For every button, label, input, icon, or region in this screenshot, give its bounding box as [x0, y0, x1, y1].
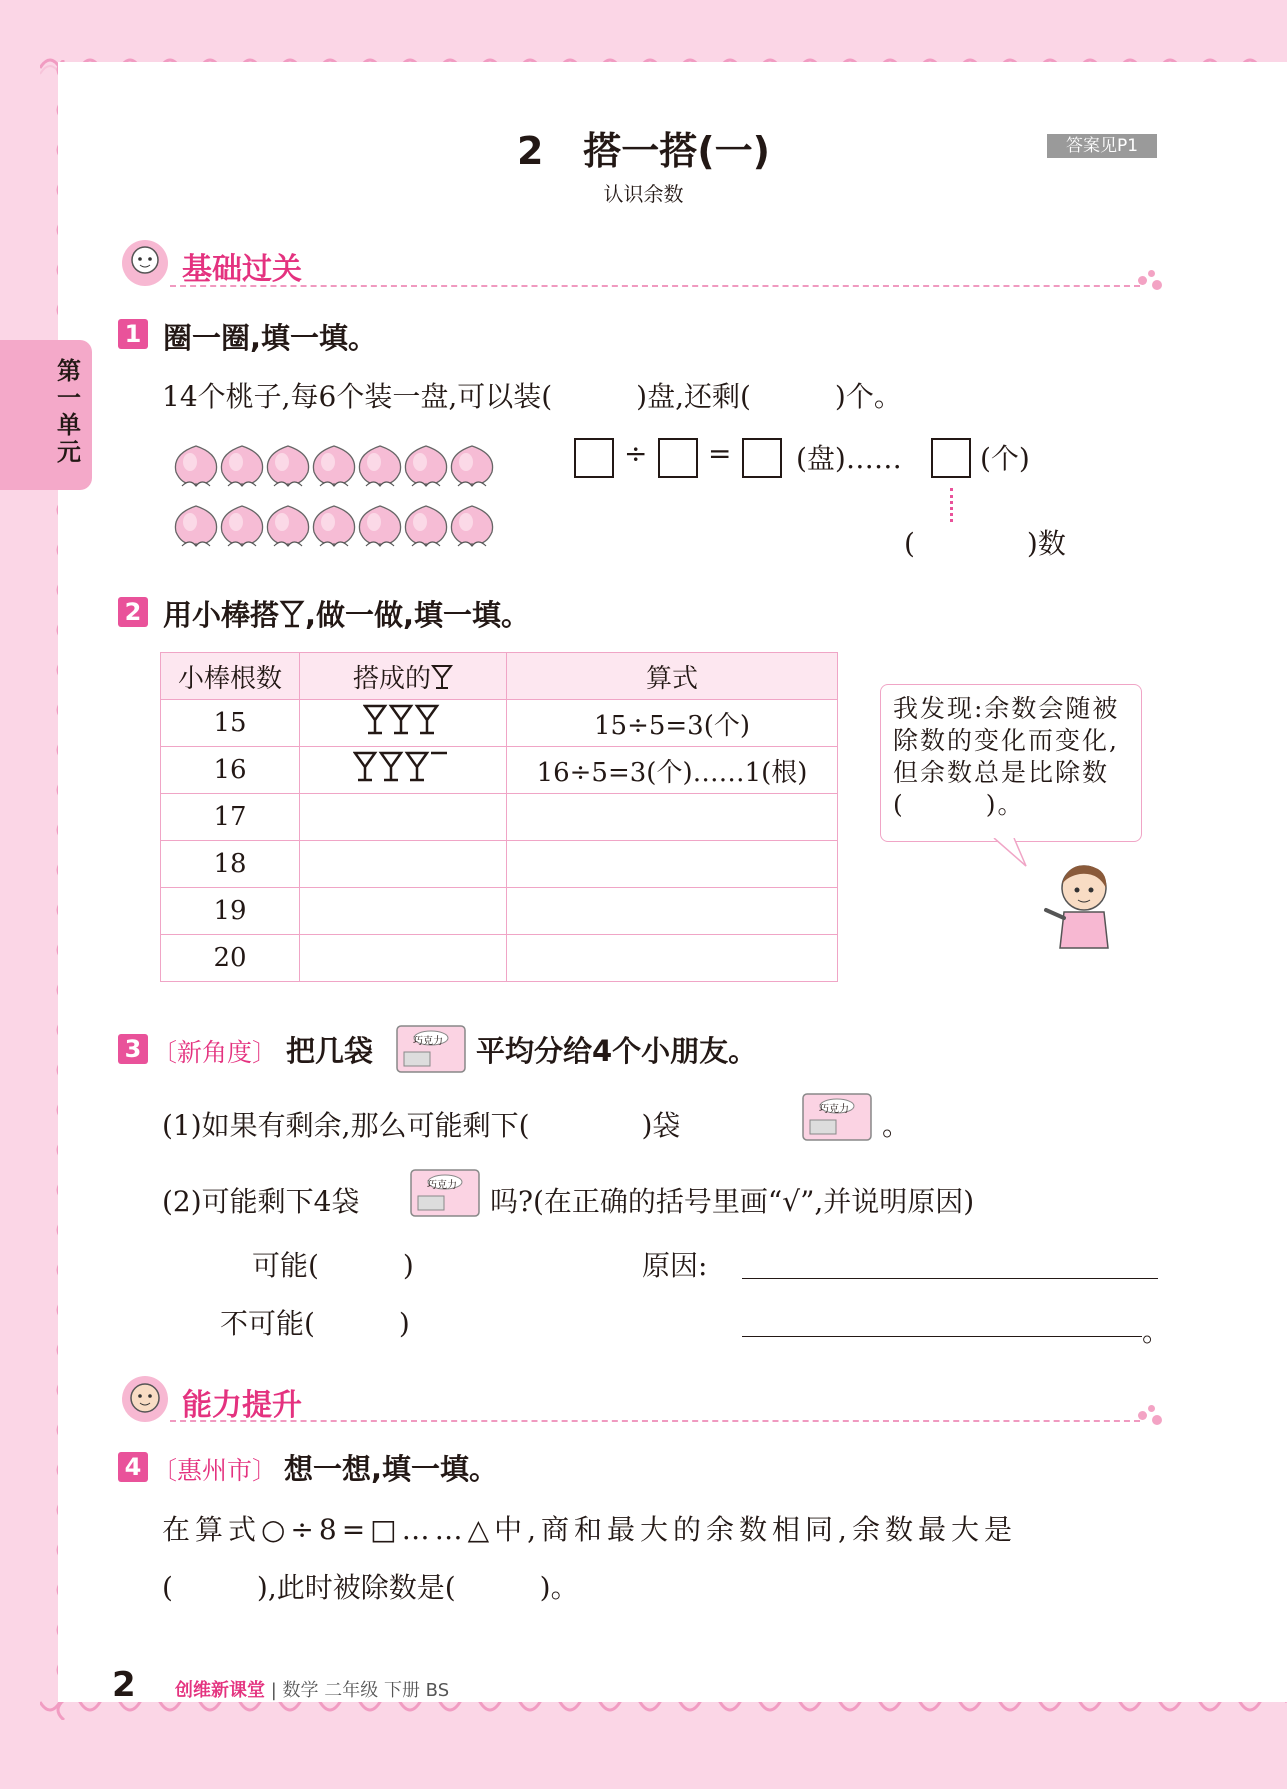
reason-answer-line-2[interactable]	[742, 1336, 1142, 1337]
three-goblets-icon	[363, 702, 443, 738]
cell-formula-blank[interactable]	[507, 888, 838, 935]
header-sticks: 小棒根数	[161, 653, 300, 700]
reason-answer-line-1[interactable]	[742, 1278, 1158, 1279]
package-label: 巧克力	[413, 1036, 443, 1047]
three-goblets-extra-stick-icon	[353, 749, 453, 785]
bubble-tail	[990, 838, 1030, 868]
package-label: 巧克力	[819, 1104, 849, 1115]
question-4-line-1: 在算式○÷8=□……△中,商和最大的余数相同,余数最大是	[162, 1513, 1017, 1546]
peach-grid	[174, 440, 504, 550]
chocolate-package-icon	[410, 1166, 480, 1218]
reason-label: 原因:	[642, 1249, 708, 1282]
decor-dots	[1138, 270, 1168, 292]
lesson-number: 2	[517, 129, 544, 173]
cell-sticks: 17	[161, 794, 300, 841]
cell-sticks: 19	[161, 888, 300, 935]
question-2-number: 2	[118, 597, 148, 627]
question-3-part-2-after: 吗?(在正确的括号里画“√”,并说明原因)	[490, 1185, 975, 1218]
decor-dots	[1138, 1405, 1168, 1427]
goblet-shape-icon	[431, 663, 453, 691]
cartoon-monkey-icon	[118, 1374, 172, 1424]
package-label: 巧克力	[427, 1180, 457, 1191]
table-row	[161, 888, 838, 935]
table-header-row	[161, 653, 838, 700]
question-4-tag: 〔惠州市〕	[152, 1456, 278, 1485]
cell-sticks: 15	[161, 700, 300, 747]
cell-sticks: 20	[161, 935, 300, 982]
cell-formula-blank[interactable]	[507, 794, 838, 841]
question-3-part-2-before: (2)可能剩下4袋	[162, 1185, 360, 1218]
bubble-text: 我发现:余数会随被除数的变化而变化,但余数总是比除数( )。	[893, 694, 1120, 819]
question-1-text: 14个桃子,每6个装一盘,可以装( )盘,还剩( )个。	[162, 380, 902, 413]
option-impossible[interactable]: 不可能( )	[220, 1307, 410, 1340]
question-3-number: 3	[118, 1034, 148, 1064]
peach-icon[interactable]	[405, 506, 446, 546]
unit-plate: (盘)……	[796, 442, 902, 475]
cell-shapes-blank[interactable]	[300, 888, 507, 935]
question-3-tag: 〔新角度〕	[152, 1038, 278, 1067]
divide-sign: ÷	[624, 437, 648, 470]
section-divider	[170, 1420, 1140, 1422]
unit-label: 第一单元	[57, 357, 81, 466]
section-divider	[170, 285, 1140, 287]
cell-formula-blank[interactable]	[507, 841, 838, 888]
option-possible[interactable]: 可能( )	[252, 1249, 414, 1282]
cell-sticks: 16	[161, 747, 300, 794]
table-row	[161, 794, 838, 841]
question-3-title-before: 把几袋	[286, 1034, 374, 1068]
peach-icon[interactable]	[313, 446, 354, 486]
cell-formula-blank[interactable]	[507, 935, 838, 982]
question-3-title-after: 平均分给4个小朋友。	[476, 1034, 758, 1068]
peach-icon[interactable]	[359, 446, 400, 486]
peach-icon[interactable]	[405, 446, 446, 486]
goblet-shape-icon	[279, 599, 305, 629]
peach-icon[interactable]	[267, 506, 308, 546]
remainder-label: ( )数	[904, 527, 1066, 560]
lesson-subtitle: 认识余数	[603, 182, 684, 206]
cell-shapes	[300, 700, 507, 747]
answer-box-quotient[interactable]	[742, 438, 782, 478]
cell-shapes-blank[interactable]	[300, 841, 507, 888]
table-row	[161, 841, 838, 888]
unit-side-tab	[0, 340, 92, 490]
equals-sign: =	[708, 437, 732, 470]
question-4-line-2: ( ),此时被除数是( )。	[162, 1571, 579, 1604]
answer-box-divisor[interactable]	[658, 438, 698, 478]
footer-brand: 创维新课堂	[175, 1680, 265, 1701]
cell-shapes	[300, 747, 507, 794]
lesson-title-text: 搭一搭(一)	[583, 129, 770, 173]
question-3-part-1: (1)如果有剩余,那么可能剩下( )袋	[162, 1109, 681, 1142]
answer-box-remainder[interactable]	[931, 438, 971, 478]
reason-period: 。	[1142, 1315, 1171, 1348]
cell-shapes-blank[interactable]	[300, 794, 507, 841]
section-advanced-title: 能力提升	[182, 1388, 302, 1423]
question-4-title: 想一想,填一填。	[284, 1452, 499, 1486]
sticks-table	[160, 652, 838, 982]
question-2-title-after: ,做一做,填一填。	[305, 598, 531, 632]
answer-reference-badge: 答案见P1	[1047, 134, 1157, 158]
question-2-title	[163, 593, 530, 634]
question-3-part-1-end: 。	[882, 1109, 911, 1142]
peach-icon[interactable]	[451, 506, 492, 546]
cell-shapes-blank[interactable]	[300, 935, 507, 982]
question-1-number: 1	[118, 319, 148, 349]
cartoon-girl-icon	[118, 238, 172, 288]
cell-formula: 15÷5=3(个)	[507, 700, 838, 747]
peach-icon[interactable]	[359, 506, 400, 546]
header-shapes: 搭成的	[300, 653, 507, 700]
header-formula: 算式	[507, 653, 838, 700]
question-4-number: 4	[118, 1452, 148, 1482]
remainder-pointer	[950, 488, 953, 522]
table-row	[161, 935, 838, 982]
unit-ge: (个)	[980, 442, 1030, 475]
peach-icon[interactable]	[175, 446, 216, 486]
peach-icon[interactable]	[175, 506, 216, 546]
chocolate-package-icon	[802, 1090, 872, 1142]
chocolate-package-icon	[396, 1022, 466, 1074]
table-row	[161, 700, 838, 747]
peach-icon[interactable]	[221, 506, 262, 546]
section-basic-title: 基础过关	[182, 252, 302, 287]
question-1-title: 圈一圈,填一填。	[163, 321, 378, 355]
cell-formula: 16÷5=3(个)……1(根)	[507, 747, 838, 794]
footer-info: 创维新课堂 | 数学 二年级 下册 BS	[175, 1680, 450, 1701]
speech-bubble	[880, 684, 1142, 842]
peach-icon[interactable]	[313, 506, 354, 546]
footer-book-info: 数学 二年级 下册 BS	[282, 1680, 450, 1701]
peach-icon[interactable]	[451, 446, 492, 486]
peach-icon[interactable]	[267, 446, 308, 486]
answer-box-dividend[interactable]	[574, 438, 614, 478]
page-number: 2	[112, 1665, 136, 1705]
question-2-title-before: 用小棒搭	[163, 598, 280, 632]
peach-icon[interactable]	[221, 446, 262, 486]
table-row	[161, 747, 838, 794]
cell-sticks: 18	[161, 841, 300, 888]
cartoon-boy-icon	[1040, 858, 1120, 958]
